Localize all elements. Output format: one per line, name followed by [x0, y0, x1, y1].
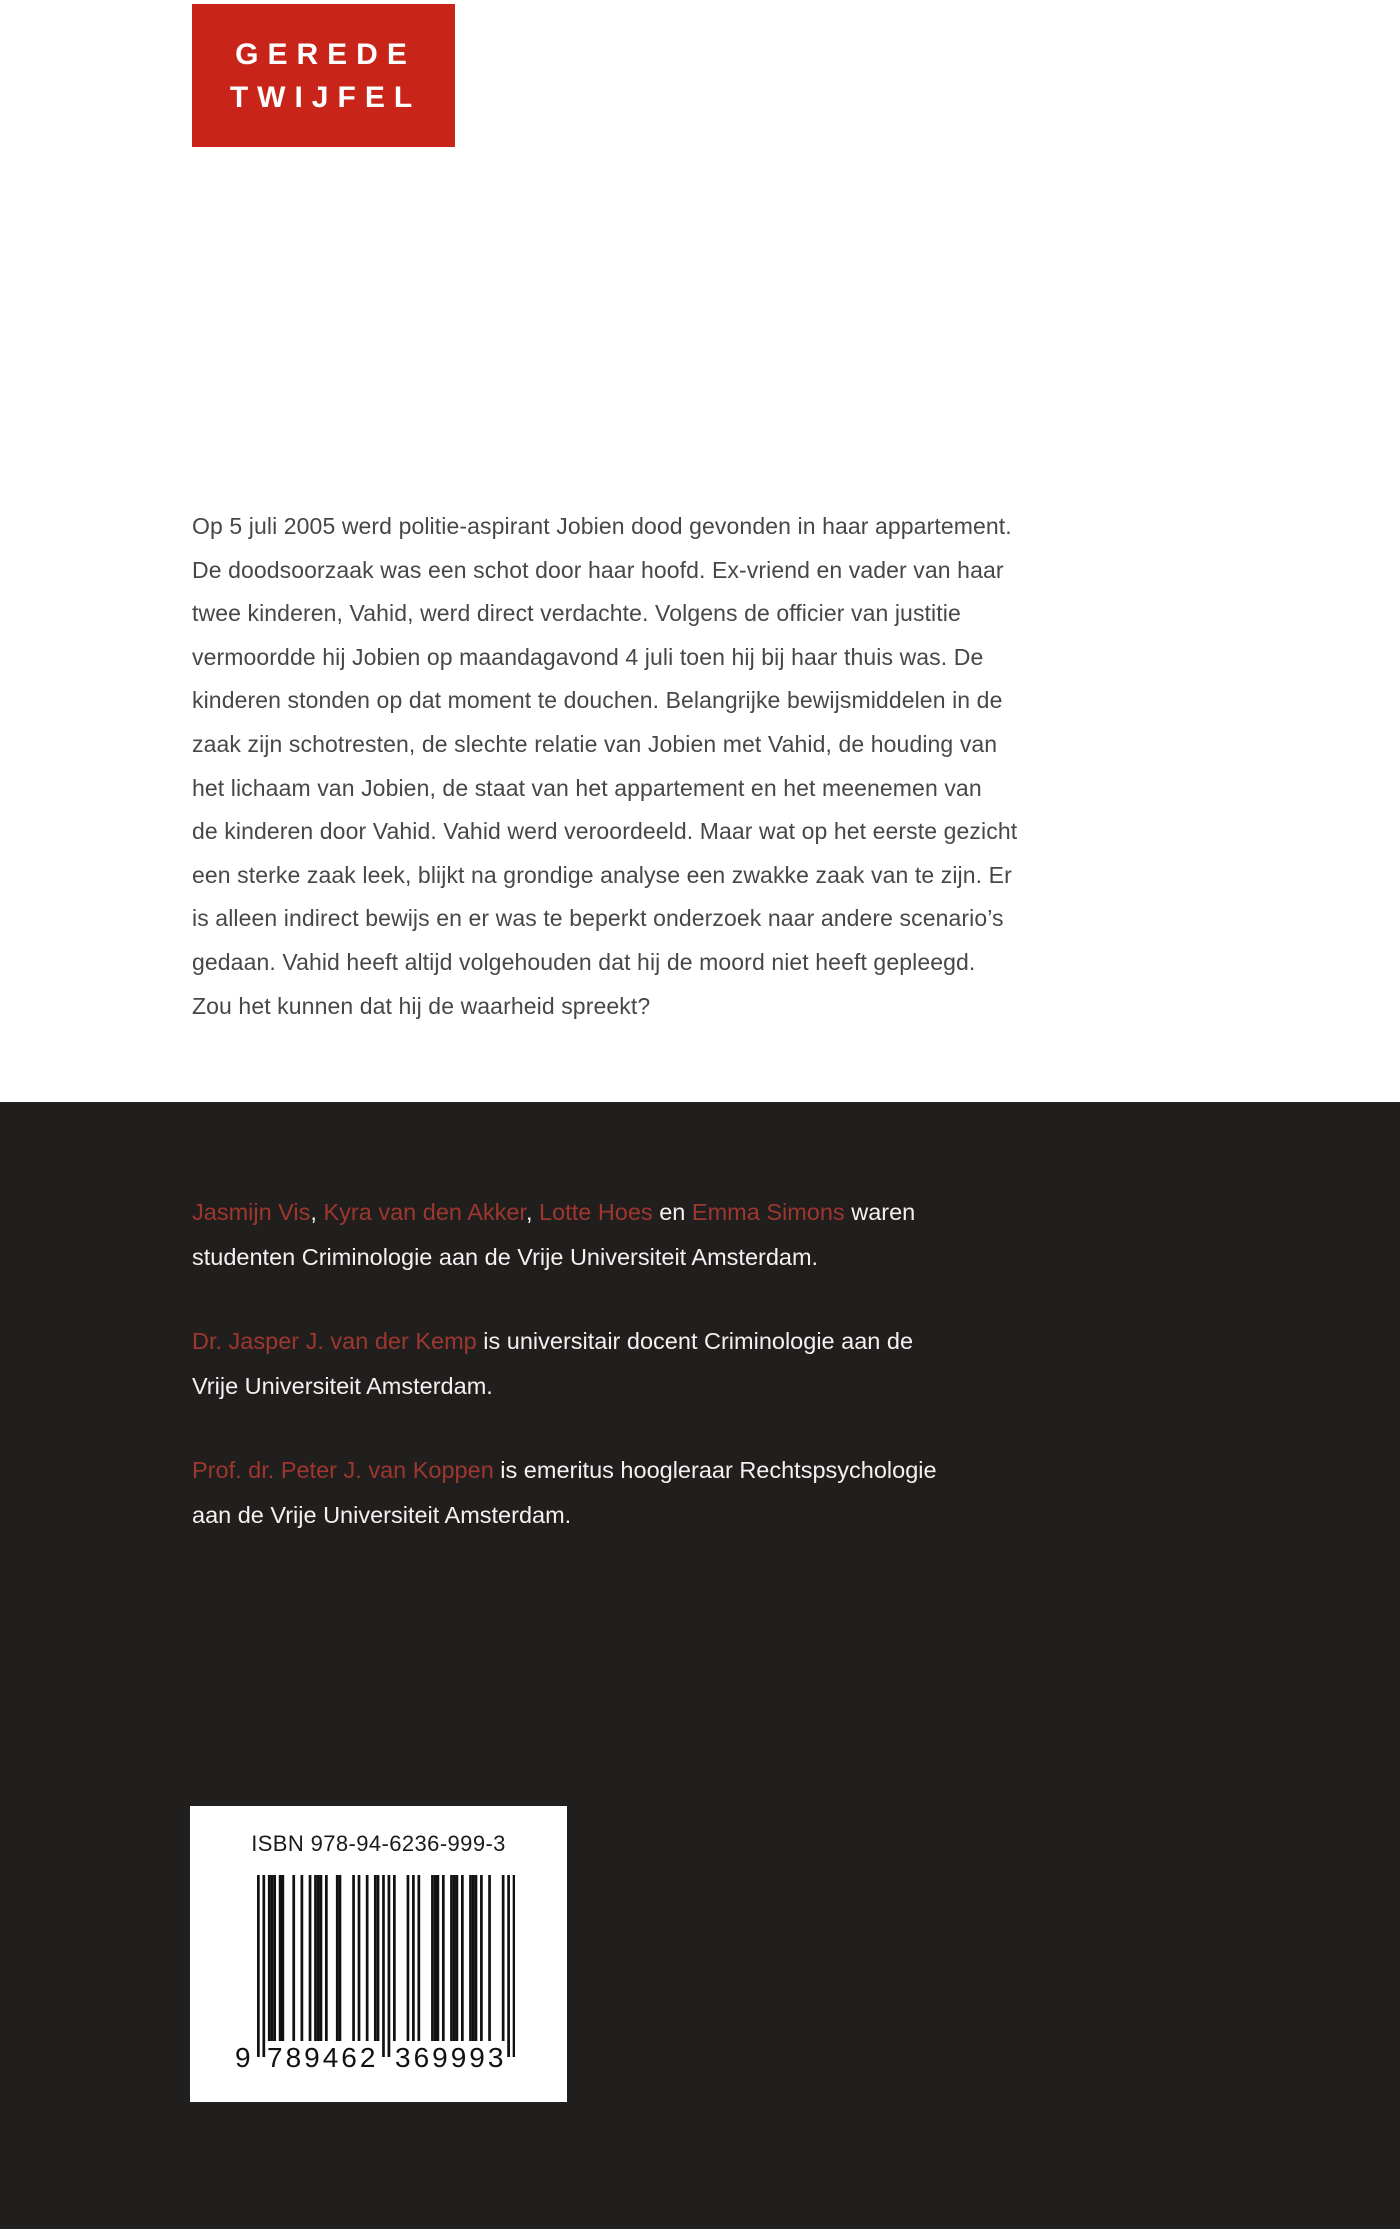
credit-students-line2 [192, 1235, 937, 1280]
barcode-digit-first: 9 [235, 2042, 251, 2073]
barcode-panel [190, 1806, 567, 2102]
author-name: Prof. dr. Peter J. van Koppen [192, 1457, 494, 1483]
synopsis-line: het lichaam van Jobien, de staat van het appartement en het meenemen van [192, 774, 982, 801]
credit-text: , [310, 1199, 324, 1225]
synopsis-line: Zou het kunnen dat hij de waarheid spreekt? [192, 992, 651, 1019]
credit-lecturer-line1 [192, 1319, 937, 1364]
author-credits [192, 1190, 937, 1577]
synopsis-line: vermoordde hij Jobien op maandagavond 4 juli toen hij bij haar thuis was. De [192, 643, 984, 670]
series-logo-line2: TWIJFEL [229, 80, 422, 114]
credit-lecturer-line2 [192, 1364, 937, 1409]
author-name: Jasmijn Vis [192, 1199, 311, 1225]
credit-students [192, 1190, 937, 1280]
credit-text: en [652, 1199, 692, 1225]
barcode-bars [257, 1875, 515, 2057]
credit-lecturer [192, 1319, 937, 1409]
author-name: Emma Simons [691, 1199, 845, 1225]
series-logo [192, 4, 455, 147]
author-name: Kyra van den Akker [323, 1199, 526, 1225]
synopsis-line: zaak zijn schotresten, de slechte relatie van Jobien met Vahid, de houding van [192, 730, 998, 757]
credit-text: waren [844, 1199, 916, 1225]
credit-text: is emeritus hoogleraar Rechtspsychologie [493, 1457, 937, 1483]
synopsis-line: De doodsoorzaak was een schot door haar hoofd. Ex-vriend en vader van haar [192, 556, 1004, 583]
synopsis-line: Op 5 juli 2005 werd politie-aspirant Jobien dood gevonden in haar appartement. [192, 513, 1012, 539]
credit-students-line1 [192, 1190, 937, 1235]
author-name: Dr. Jasper J. van der Kemp [192, 1328, 477, 1354]
credit-professor-line1 [192, 1448, 937, 1493]
synopsis-line: de kinderen door Vahid. Vahid werd veroordeeld. Maar wat op het eerste gezicht [192, 818, 1018, 845]
credit-text: aan de Vrije Universiteit Amsterdam. [192, 1502, 572, 1528]
credit-professor-line2 [192, 1493, 937, 1538]
synopsis-line: gedaan. Vahid heeft altijd volgehouden dat hij de moord niet heeft gepleegd. [192, 948, 976, 975]
synopsis-text [192, 505, 1192, 1028]
barcode-digit-group2: 369993 [395, 2042, 507, 2073]
barcode-digit-group1: 789462 [267, 2042, 379, 2073]
author-name: Lotte Hoes [539, 1199, 653, 1225]
barcode-digits [235, 2042, 516, 2076]
credit-text: , [525, 1199, 540, 1225]
synopsis-line: twee kinderen, Vahid, werd direct verdachte. Volgens de officier van justitie [192, 600, 961, 627]
authors-section [0, 1102, 1400, 2229]
series-logo-line1: GEREDE [235, 37, 416, 71]
synopsis-line: kinderen stonden op dat moment te douchen. Belangrijke bewijsmiddelen in de [192, 687, 1003, 714]
credit-professor [192, 1448, 937, 1538]
synopsis-line: een sterke zaak leek, blijkt na grondige analyse een zwakke zaak van te zijn. Er [192, 861, 1012, 888]
ean13-barcode [235, 1875, 516, 2073]
credit-text: studenten Criminologie aan de Vrije Universiteit Amsterdam. [192, 1244, 819, 1270]
synopsis-line: is alleen indirect bewijs en er was te beperkt onderzoek naar andere scenario’s [192, 905, 1004, 932]
credit-text: is universitair docent Criminologie aan de [476, 1328, 914, 1354]
isbn-label: ISBN 978-94-6236-999-3 [251, 1831, 506, 1856]
credit-text: Vrije Universiteit Amsterdam. [192, 1373, 493, 1399]
